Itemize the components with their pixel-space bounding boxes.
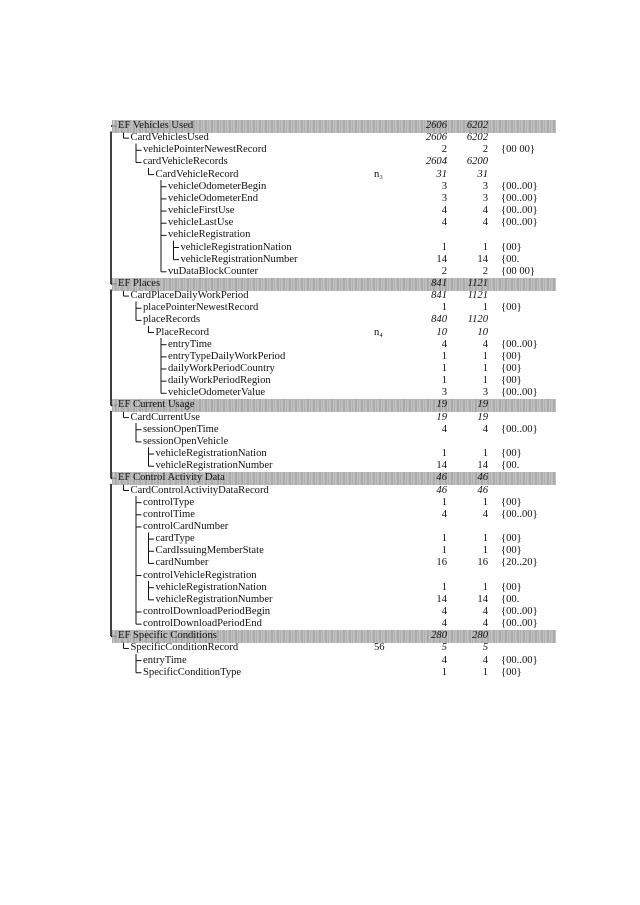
- max-size: 1: [482, 375, 488, 387]
- min-size: 10: [436, 326, 447, 338]
- min-size: 841: [431, 290, 447, 302]
- default-value: {00}: [501, 241, 522, 253]
- field-name: controlTime: [143, 508, 195, 520]
- record-row: [0, 132, 640, 144]
- min-size: 2606: [425, 120, 447, 131]
- max-size: 4: [482, 508, 488, 520]
- max-size: 1: [482, 448, 488, 460]
- max-size: 1: [482, 545, 488, 557]
- default-value: {00}: [501, 533, 522, 545]
- max-size: 16: [477, 557, 488, 569]
- record-row: [0, 387, 640, 399]
- record-row: [0, 254, 640, 266]
- record-row: [0, 509, 640, 521]
- max-size: 2: [482, 265, 488, 277]
- max-size: 3: [482, 387, 488, 399]
- record-row: [0, 460, 640, 472]
- record-row: [0, 217, 640, 229]
- field-name: vehicleLastUse: [168, 217, 234, 229]
- min-size: 4: [441, 618, 447, 630]
- field-name: EF Current Usage: [118, 399, 195, 411]
- max-size: 4: [482, 338, 488, 350]
- min-size: 840: [431, 314, 447, 326]
- min-size: 1: [441, 496, 447, 508]
- min-size: 2606: [425, 132, 447, 144]
- field-name: EF Vehicles Used: [118, 120, 194, 131]
- max-size: 10: [477, 326, 488, 338]
- max-size: 4: [482, 423, 488, 435]
- max-size: 1: [482, 533, 488, 545]
- field-name: EF Places: [118, 277, 161, 289]
- max-size: 1: [482, 241, 488, 253]
- max-size: 6202: [466, 120, 488, 131]
- max-size: 1: [482, 496, 488, 508]
- field-name: controlDownloadPeriodBegin: [143, 606, 271, 617]
- record-row: [0, 266, 640, 278]
- default-value: {00..00}: [501, 606, 538, 617]
- max-size: 5: [482, 642, 488, 654]
- field-name: CardVehiclesUsed: [130, 132, 209, 144]
- default-value: {00..00}: [501, 618, 538, 630]
- field-name: CardPlaceDailyWorkPeriod: [130, 290, 249, 302]
- min-size: 5: [441, 642, 447, 654]
- default-value: {00..00}: [501, 180, 538, 192]
- field-name: placePointerNewestRecord: [143, 302, 259, 314]
- default-value: {00..00}: [501, 508, 538, 520]
- max-size: 19: [477, 411, 488, 423]
- record-row: [0, 594, 640, 606]
- max-size: 2: [482, 144, 488, 156]
- section-header-row: [0, 120, 640, 132]
- default-value: {00.: [501, 253, 520, 265]
- max-size: 46: [477, 472, 488, 484]
- field-name: vehicleOdometerEnd: [168, 192, 259, 204]
- field-name: vehicleRegistrationNumber: [155, 460, 273, 472]
- field-name: vehicleRegistrationNumber: [155, 593, 273, 605]
- field-name: CardCurrentUse: [130, 411, 200, 423]
- record-row: [0, 375, 640, 387]
- default-value: {00}: [501, 363, 522, 374]
- record-row: [0, 642, 640, 654]
- record-row: [0, 436, 640, 448]
- record-row: [0, 144, 640, 156]
- max-size: 6200: [466, 156, 488, 168]
- record-row: [0, 618, 640, 630]
- min-size: 14: [436, 593, 447, 605]
- max-size: 4: [482, 606, 488, 617]
- record-row: [0, 557, 640, 569]
- min-size: 2: [441, 144, 447, 156]
- min-size: 3: [441, 387, 447, 399]
- record-row: [0, 448, 640, 460]
- field-name: vuDataBlockCounter: [168, 265, 259, 277]
- multiplicity: n₃: [374, 168, 383, 180]
- section-header-row: [0, 399, 640, 411]
- default-value: {00..00}: [501, 192, 538, 204]
- field-name: controlVehicleRegistration: [143, 569, 257, 581]
- max-size: 3: [482, 180, 488, 192]
- field-name: vehicleRegistration: [168, 229, 251, 241]
- default-value: {00.: [501, 593, 520, 605]
- field-name: cardNumber: [155, 557, 209, 569]
- min-size: 1: [441, 545, 447, 557]
- record-row: [0, 570, 640, 582]
- min-size: 4: [441, 205, 447, 217]
- max-size: 1: [482, 581, 488, 593]
- record-row: [0, 193, 640, 205]
- min-size: 280: [431, 630, 447, 642]
- multiplicity: 56: [374, 642, 385, 654]
- min-size: 1: [441, 241, 447, 253]
- section-header-row: [0, 630, 640, 642]
- min-size: 1: [441, 375, 447, 387]
- max-size: 280: [472, 630, 488, 642]
- max-size: 6202: [466, 132, 488, 144]
- field-name: vehiclePointerNewestRecord: [143, 144, 267, 156]
- min-size: 3: [441, 192, 447, 204]
- min-size: 1: [441, 302, 447, 314]
- record-row: [0, 181, 640, 193]
- record-row: [0, 667, 640, 679]
- record-row: [0, 314, 640, 326]
- max-size: 14: [477, 460, 488, 472]
- field-name: entryTime: [143, 654, 187, 666]
- max-size: 1121: [467, 277, 488, 289]
- min-size: 4: [441, 606, 447, 617]
- default-value: {00}: [501, 496, 522, 508]
- multiplicity: n₄: [374, 326, 383, 338]
- field-name: entryTime: [168, 338, 212, 350]
- default-value: {00}: [501, 581, 522, 593]
- record-row: [0, 363, 640, 375]
- record-row: [0, 497, 640, 509]
- record-row: [0, 606, 640, 618]
- default-value: {00}: [501, 350, 522, 362]
- field-name: sessionOpenTime: [143, 423, 219, 435]
- default-value: {00 00}: [501, 144, 536, 156]
- default-value: {00}: [501, 302, 522, 314]
- field-name: SpecificConditionType: [143, 666, 242, 678]
- default-value: {00 00}: [501, 265, 536, 277]
- field-name: CardVehicleRecord: [155, 168, 239, 180]
- max-size: 3: [482, 192, 488, 204]
- default-value: {00..00}: [501, 217, 538, 229]
- default-value: {00}: [501, 448, 522, 460]
- field-name: cardType: [155, 533, 195, 545]
- min-size: 1: [441, 363, 447, 374]
- max-size: 1: [482, 666, 488, 678]
- record-row: [0, 582, 640, 594]
- min-size: 841: [431, 277, 447, 289]
- min-size: 19: [436, 399, 447, 411]
- field-name: entryTypeDailyWorkPeriod: [168, 350, 286, 362]
- default-value: {00..00}: [501, 338, 538, 350]
- max-size: 4: [482, 205, 488, 217]
- min-size: 2604: [425, 156, 447, 168]
- min-size: 1: [441, 581, 447, 593]
- max-size: 4: [482, 654, 488, 666]
- field-name: controlCardNumber: [143, 520, 229, 532]
- min-size: 14: [436, 460, 447, 472]
- field-name: PlaceRecord: [155, 326, 210, 338]
- record-row: [0, 290, 640, 302]
- record-row: [0, 485, 640, 497]
- field-name: EF Specific Conditions: [118, 630, 217, 642]
- record-row: [0, 156, 640, 168]
- max-size: 31: [477, 168, 488, 180]
- default-value: {20..20}: [501, 557, 538, 569]
- min-size: 46: [436, 472, 447, 484]
- max-size: 1: [482, 363, 488, 374]
- field-name: vehicleOdometerBegin: [168, 180, 267, 192]
- min-size: 14: [436, 253, 447, 265]
- default-value: {00..00}: [501, 654, 538, 666]
- record-row: [0, 521, 640, 533]
- field-name: vehicleFirstUse: [168, 205, 235, 217]
- max-size: 1121: [467, 290, 488, 302]
- max-size: 1: [482, 302, 488, 314]
- field-name: dailyWorkPeriodCountry: [168, 363, 275, 374]
- record-row: [0, 327, 640, 339]
- max-size: 1120: [467, 314, 488, 326]
- field-name: CardIssuingMemberState: [155, 545, 264, 557]
- field-name: vehicleRegistrationNation: [155, 581, 267, 593]
- min-size: 4: [441, 338, 447, 350]
- field-name: sessionOpenVehicle: [143, 435, 229, 447]
- min-size: 16: [436, 557, 447, 569]
- default-value: {00}: [501, 666, 522, 678]
- default-value: {00.: [501, 460, 520, 472]
- record-row: [0, 424, 640, 436]
- max-size: 4: [482, 217, 488, 229]
- min-size: 1: [441, 350, 447, 362]
- min-size: 46: [436, 484, 447, 496]
- record-row: [0, 545, 640, 557]
- field-name: vehicleRegistrationNation: [155, 448, 267, 460]
- field-name: controlType: [143, 496, 195, 508]
- section-header-row: [0, 278, 640, 290]
- min-size: 31: [436, 168, 447, 180]
- min-size: 1: [441, 448, 447, 460]
- record-row: [0, 412, 640, 424]
- min-size: 2: [441, 265, 447, 277]
- field-name: vehicleRegistrationNumber: [180, 253, 298, 265]
- max-size: 4: [482, 618, 488, 630]
- default-value: {00..00}: [501, 423, 538, 435]
- min-size: 4: [441, 423, 447, 435]
- max-size: 14: [477, 253, 488, 265]
- min-size: 4: [441, 508, 447, 520]
- default-value: {00}: [501, 375, 522, 387]
- min-size: 1: [441, 533, 447, 545]
- max-size: 14: [477, 593, 488, 605]
- default-value: {00..00}: [501, 205, 538, 217]
- field-name: SpecificConditionRecord: [130, 642, 239, 654]
- min-size: 4: [441, 654, 447, 666]
- field-name: dailyWorkPeriodRegion: [168, 375, 271, 387]
- field-name: vehicleOdometerValue: [168, 387, 266, 399]
- field-name: vehicleRegistrationNation: [180, 241, 292, 253]
- record-row: [0, 533, 640, 545]
- record-row: [0, 242, 640, 254]
- record-row: [0, 339, 640, 351]
- field-name: CardControlActivityDataRecord: [130, 484, 269, 496]
- record-row: [0, 302, 640, 314]
- min-size: 4: [441, 217, 447, 229]
- max-size: 46: [477, 484, 488, 496]
- record-row: [0, 205, 640, 217]
- record-row: [0, 229, 640, 241]
- field-name: EF Control Activity Data: [118, 472, 225, 484]
- record-row: [0, 351, 640, 363]
- record-row: [0, 655, 640, 667]
- default-value: {00..00}: [501, 387, 538, 399]
- field-name: controlDownloadPeriodEnd: [143, 618, 262, 630]
- max-size: 1: [482, 350, 488, 362]
- min-size: 19: [436, 411, 447, 423]
- field-name: placeRecords: [143, 314, 201, 326]
- section-header-row: [0, 472, 640, 484]
- min-size: 3: [441, 180, 447, 192]
- default-value: {00}: [501, 545, 522, 557]
- max-size: 19: [477, 399, 488, 411]
- min-size: 1: [441, 666, 447, 678]
- field-name: cardVehicleRecords: [143, 156, 228, 168]
- section-header-shading: [112, 278, 556, 291]
- record-row: [0, 169, 640, 181]
